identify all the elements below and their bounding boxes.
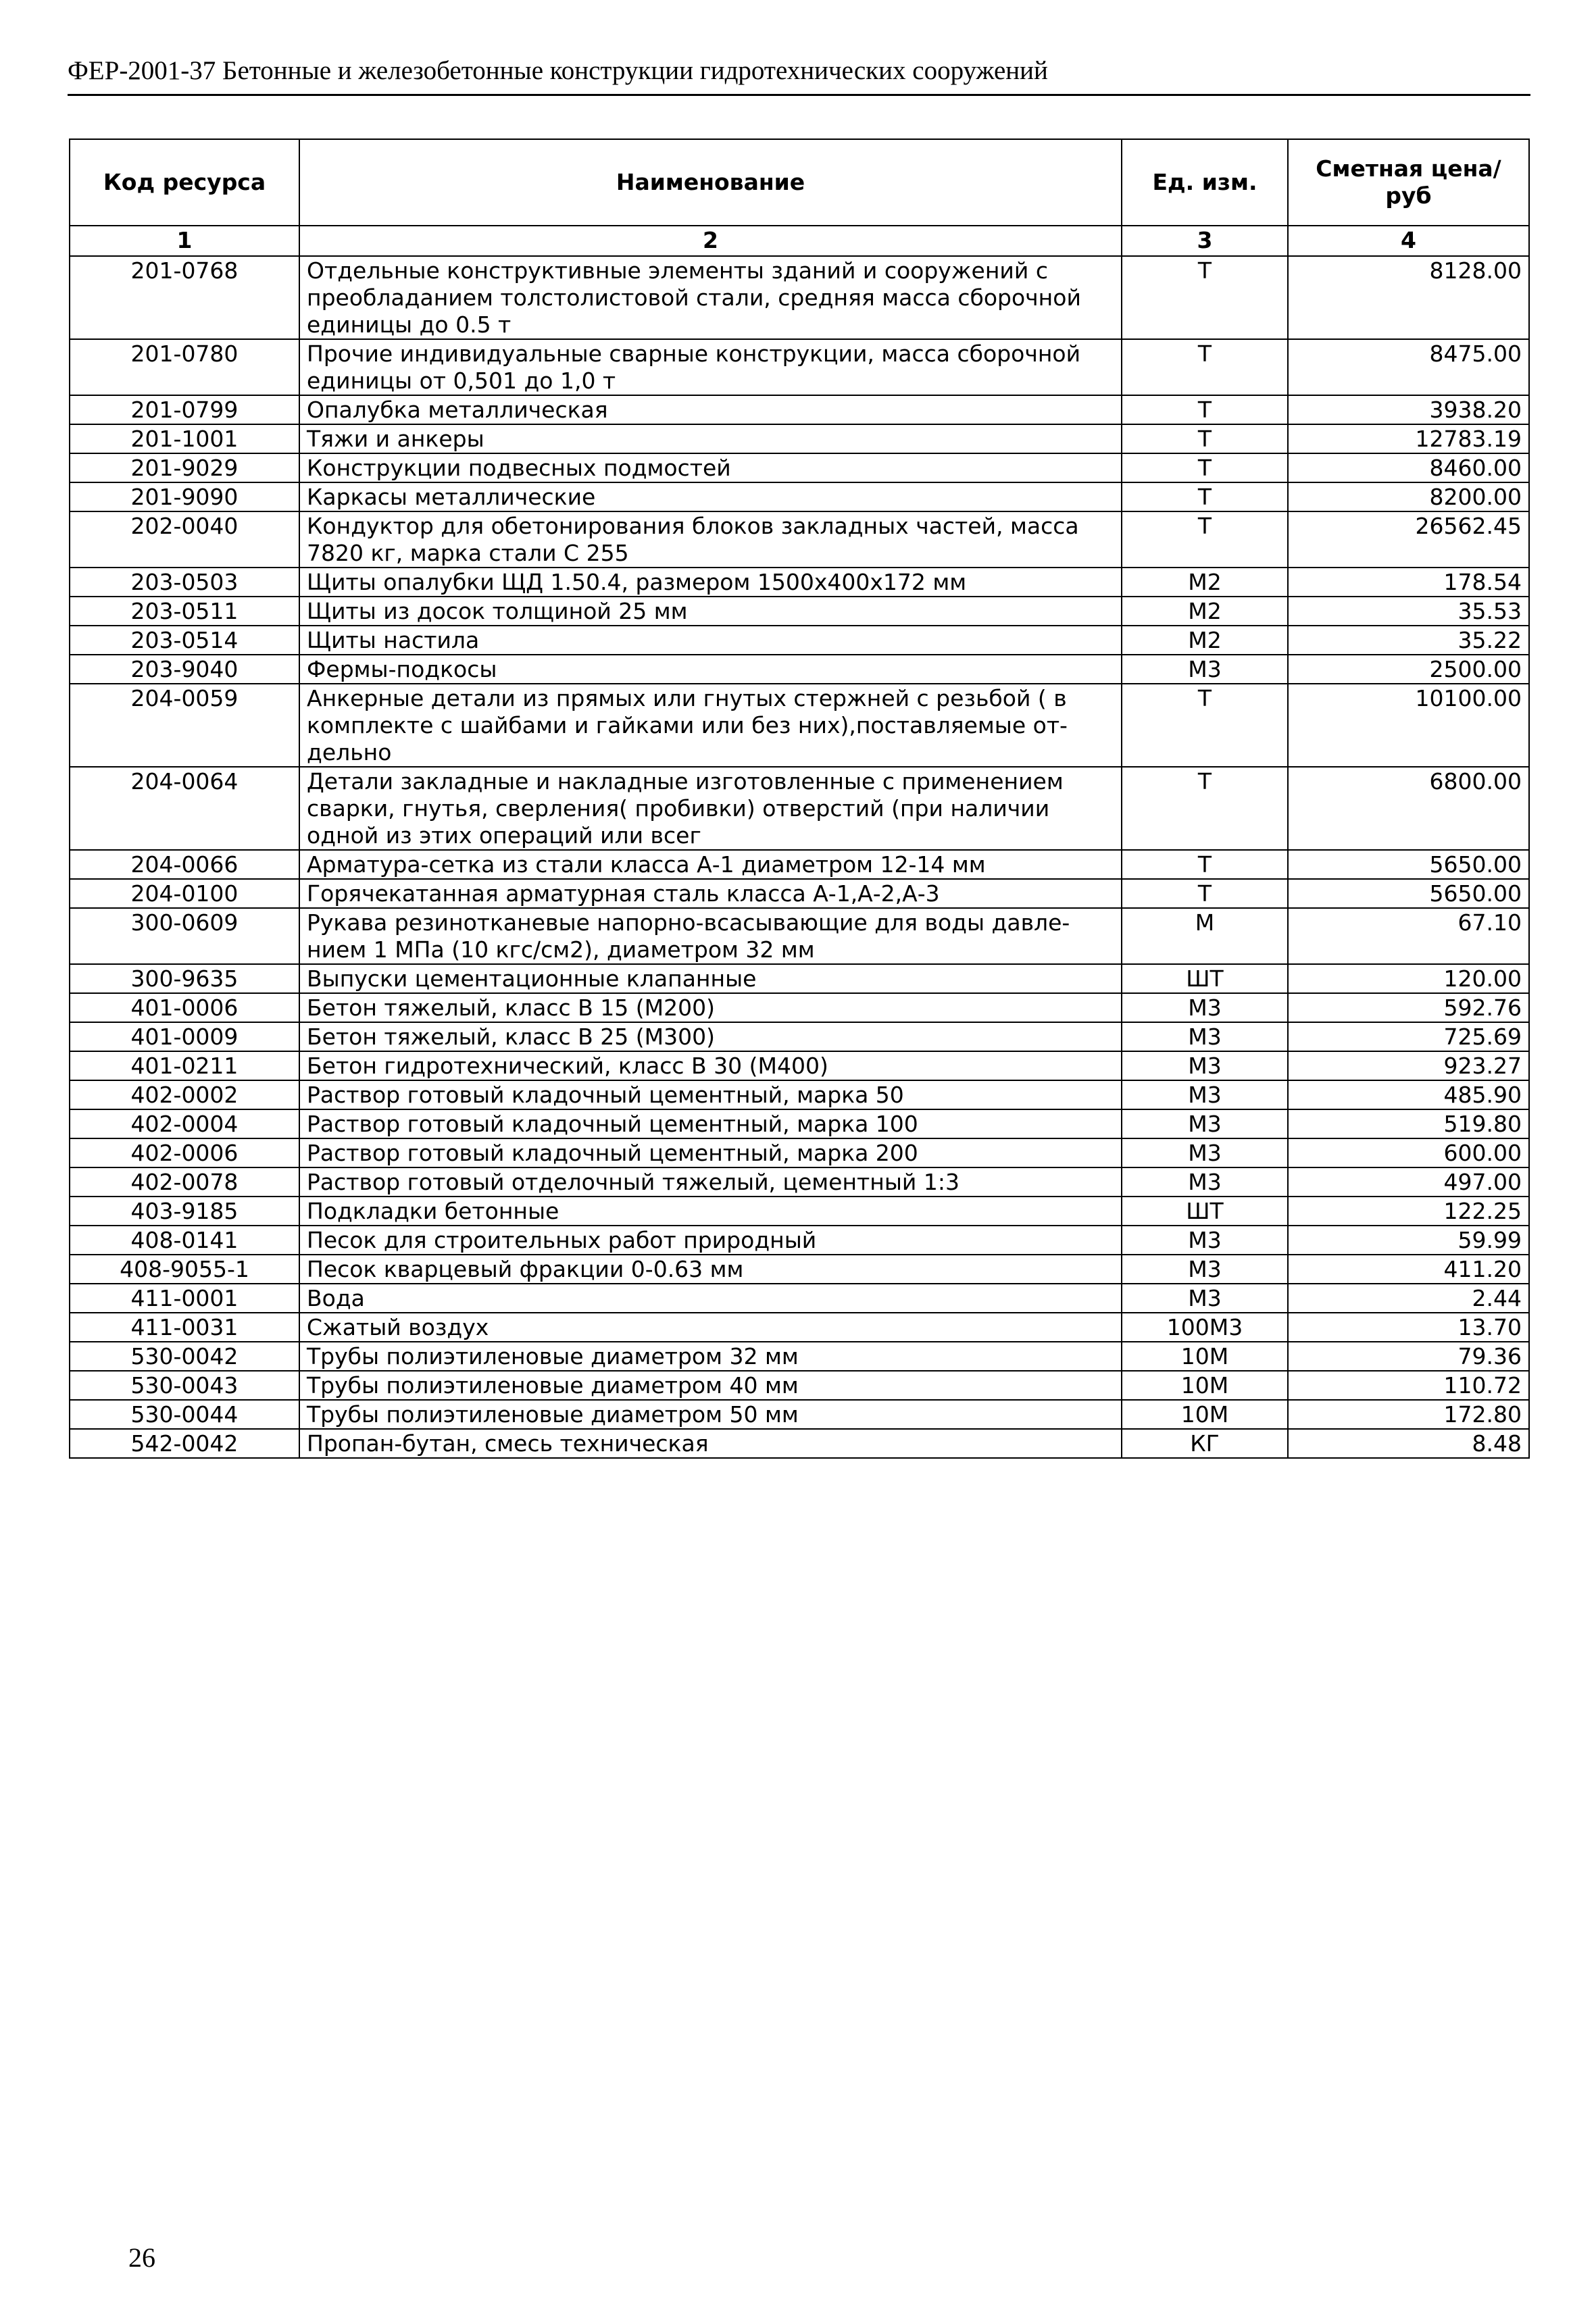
resource-name-cell: Подкладки бетонные	[299, 1197, 1122, 1226]
price-cell: 172.80	[1288, 1400, 1529, 1429]
column-number: 3	[1122, 226, 1288, 256]
resource-code-cell: 203-0503	[70, 568, 299, 597]
resource-code-cell: 408-9055-1	[70, 1255, 299, 1284]
resource-code-cell: 201-9029	[70, 453, 299, 482]
resource-code-cell: 530-0042	[70, 1342, 299, 1371]
unit-cell: М	[1122, 908, 1288, 964]
unit-cell: М3	[1122, 1051, 1288, 1080]
table-row	[70, 1080, 1529, 1109]
table-row	[70, 1226, 1529, 1255]
price-cell: 485.90	[1288, 1080, 1529, 1109]
resource-name-cell: Песок для строительных работ природный	[299, 1226, 1122, 1255]
resource-code-cell: 204-0059	[70, 684, 299, 767]
resource-name-cell: Раствор готовый отделочный тяжелый, цементный 1:3	[299, 1167, 1122, 1197]
resource-name-cell: Щиты опалубки ЩД 1.50.4, размером 1500х400х172 мм	[299, 568, 1122, 597]
unit-cell: М3	[1122, 1109, 1288, 1138]
resource-code-cell: 401-0211	[70, 1051, 299, 1080]
price-cell: 122.25	[1288, 1197, 1529, 1226]
unit-cell: Т	[1122, 684, 1288, 767]
price-cell: 8475.00	[1288, 339, 1529, 395]
price-cell: 519.80	[1288, 1109, 1529, 1138]
resource-code-cell: 530-0043	[70, 1371, 299, 1400]
unit-cell: Т	[1122, 511, 1288, 568]
resource-name-cell: Фермы-подкосы	[299, 655, 1122, 684]
resource-name-cell: Бетон тяжелый, класс В 25 (М300)	[299, 1022, 1122, 1051]
table-row	[70, 256, 1529, 339]
resource-name-cell: Раствор готовый кладочный цементный, марка 50	[299, 1080, 1122, 1109]
price-cell: 178.54	[1288, 568, 1529, 597]
table-row	[70, 767, 1529, 850]
resource-name-cell: Каркасы металлические	[299, 482, 1122, 511]
price-cell: 2500.00	[1288, 655, 1529, 684]
resource-code-cell: 408-0141	[70, 1226, 299, 1255]
resource-code-cell: 201-1001	[70, 424, 299, 453]
unit-cell: 10М	[1122, 1371, 1288, 1400]
table-row	[70, 850, 1529, 879]
resource-name-cell: Щиты из досок толщиной 25 мм	[299, 597, 1122, 626]
table-row	[70, 453, 1529, 482]
page-number: 26	[128, 2242, 155, 2273]
table-row	[70, 568, 1529, 597]
resource-price-table	[69, 139, 1530, 1459]
price-cell: 5650.00	[1288, 879, 1529, 908]
unit-cell: М3	[1122, 1167, 1288, 1197]
resource-name-cell: Трубы полиэтиленовые диаметром 32 мм	[299, 1342, 1122, 1371]
column-number: 1	[70, 226, 299, 256]
unit-cell: Т	[1122, 256, 1288, 339]
price-cell: 12783.19	[1288, 424, 1529, 453]
resource-name-cell: Песок кварцевый фракции 0-0.63 мм	[299, 1255, 1122, 1284]
resource-name-cell: Анкерные детали из прямых или гнутых стержней с резьбой ( в комплекте с шайбами и гайками или без них),поставляемые от-дельно	[299, 684, 1122, 767]
resource-name-cell: Щиты настила	[299, 626, 1122, 655]
resource-code-cell: 204-0100	[70, 879, 299, 908]
resource-name-cell: Опалубка металлическая	[299, 395, 1122, 424]
unit-cell: ШТ	[1122, 1197, 1288, 1226]
unit-cell: КГ	[1122, 1429, 1288, 1458]
unit-cell: Т	[1122, 482, 1288, 511]
resource-code-cell: 402-0078	[70, 1167, 299, 1197]
resource-name-cell: Трубы полиэтиленовые диаметром 50 мм	[299, 1400, 1122, 1429]
price-cell: 79.36	[1288, 1342, 1529, 1371]
resource-name-cell: Выпуски цементационные клапанные	[299, 964, 1122, 993]
unit-cell: Т	[1122, 395, 1288, 424]
price-cell: 8.48	[1288, 1429, 1529, 1458]
table-row	[70, 879, 1529, 908]
resource-code-cell: 411-0001	[70, 1284, 299, 1313]
table-row	[70, 1255, 1529, 1284]
price-cell: 411.20	[1288, 1255, 1529, 1284]
price-cell: 497.00	[1288, 1167, 1529, 1197]
resource-name-cell: Трубы полиэтиленовые диаметром 40 мм	[299, 1371, 1122, 1400]
table-row	[70, 1284, 1529, 1313]
unit-cell: М3	[1122, 1022, 1288, 1051]
resource-code-cell: 204-0066	[70, 850, 299, 879]
unit-cell: М3	[1122, 993, 1288, 1022]
price-cell: 35.53	[1288, 597, 1529, 626]
resource-code-cell: 300-9635	[70, 964, 299, 993]
resource-code-cell: 201-9090	[70, 482, 299, 511]
unit-cell: Т	[1122, 879, 1288, 908]
resource-name-cell: Раствор готовый кладочный цементный, марка 100	[299, 1109, 1122, 1138]
price-cell: 600.00	[1288, 1138, 1529, 1167]
table-row	[70, 655, 1529, 684]
table-row	[70, 1342, 1529, 1371]
resource-code-cell: 402-0002	[70, 1080, 299, 1109]
resource-code-cell: 203-0511	[70, 597, 299, 626]
resource-code-cell: 403-9185	[70, 1197, 299, 1226]
price-cell: 592.76	[1288, 993, 1529, 1022]
column-number-row	[70, 226, 1529, 256]
column-header-unit: Ед. изм.	[1122, 139, 1288, 226]
resource-name-cell: Отдельные конструктивные элементы зданий и сооружений с преобладанием толстолистовой стали, средняя масса сборочной единицы до 0.5 т	[299, 256, 1122, 339]
table-row	[70, 482, 1529, 511]
price-cell: 2.44	[1288, 1284, 1529, 1313]
table-row	[70, 908, 1529, 964]
price-cell: 120.00	[1288, 964, 1529, 993]
unit-cell: М3	[1122, 1255, 1288, 1284]
table-row	[70, 1109, 1529, 1138]
resource-code-cell: 201-0780	[70, 339, 299, 395]
unit-cell: 100М3	[1122, 1313, 1288, 1342]
resource-code-cell: 300-0609	[70, 908, 299, 964]
resource-name-cell: Кондуктор для обетонирования блоков закладных частей, масса 7820 кг, марка стали С 255	[299, 511, 1122, 568]
resource-name-cell: Пропан-бутан, смесь техническая	[299, 1429, 1122, 1458]
resource-code-cell: 542-0042	[70, 1429, 299, 1458]
price-cell: 8128.00	[1288, 256, 1529, 339]
table-row	[70, 1313, 1529, 1342]
unit-cell: М3	[1122, 1284, 1288, 1313]
column-header-price: Сметная цена/руб	[1288, 139, 1529, 226]
table-header-row	[70, 139, 1529, 226]
table-row	[70, 1429, 1529, 1458]
price-cell: 35.22	[1288, 626, 1529, 655]
unit-cell: М3	[1122, 1226, 1288, 1255]
price-cell: 110.72	[1288, 1371, 1529, 1400]
resource-code-cell: 401-0009	[70, 1022, 299, 1051]
table-row	[70, 395, 1529, 424]
resource-code-cell: 203-9040	[70, 655, 299, 684]
unit-cell: М2	[1122, 568, 1288, 597]
table-row	[70, 1197, 1529, 1226]
page-header-title: ФЕР-2001-37 Бетонные и железобетонные конструкции гидротехнических сооружений	[68, 56, 1048, 85]
unit-cell: М3	[1122, 1138, 1288, 1167]
price-cell: 59.99	[1288, 1226, 1529, 1255]
price-cell: 8200.00	[1288, 482, 1529, 511]
resource-name-cell: Сжатый воздух	[299, 1313, 1122, 1342]
table-body	[70, 256, 1529, 1458]
resource-name-cell: Прочие индивидуальные сварные конструкции, масса сборочной единицы от 0,501 до 1,0 т	[299, 339, 1122, 395]
unit-cell: Т	[1122, 767, 1288, 850]
table-header	[70, 139, 1529, 256]
table-row	[70, 684, 1529, 767]
table-row	[70, 1400, 1529, 1429]
table-row	[70, 1371, 1529, 1400]
unit-cell: М2	[1122, 597, 1288, 626]
resource-code-cell: 402-0006	[70, 1138, 299, 1167]
price-cell: 67.10	[1288, 908, 1529, 964]
table-row	[70, 993, 1529, 1022]
resource-name-cell: Тяжи и анкеры	[299, 424, 1122, 453]
unit-cell: М3	[1122, 655, 1288, 684]
price-cell: 26562.45	[1288, 511, 1529, 568]
unit-cell: Т	[1122, 850, 1288, 879]
unit-cell: Т	[1122, 339, 1288, 395]
price-cell: 923.27	[1288, 1051, 1529, 1080]
resource-code-cell: 201-0768	[70, 256, 299, 339]
resource-code-cell: 203-0514	[70, 626, 299, 655]
resource-code-cell: 411-0031	[70, 1313, 299, 1342]
column-header-code: Код ресурса	[70, 139, 299, 226]
resource-code-cell: 202-0040	[70, 511, 299, 568]
resource-name-cell: Бетон тяжелый, класс В 15 (М200)	[299, 993, 1122, 1022]
unit-cell: Т	[1122, 453, 1288, 482]
resource-name-cell: Детали закладные и накладные изготовленные с применением сварки, гнутья, сверления( пробивки) отверстий (при наличии одной из этих операций или всег	[299, 767, 1122, 850]
price-cell: 5650.00	[1288, 850, 1529, 879]
price-cell: 13.70	[1288, 1313, 1529, 1342]
column-number: 2	[299, 226, 1122, 256]
table-row	[70, 1051, 1529, 1080]
unit-cell: ШТ	[1122, 964, 1288, 993]
price-cell: 3938.20	[1288, 395, 1529, 424]
table-row	[70, 339, 1529, 395]
resource-code-cell: 204-0064	[70, 767, 299, 850]
table-row	[70, 1167, 1529, 1197]
unit-cell: М3	[1122, 1080, 1288, 1109]
column-number: 4	[1288, 226, 1529, 256]
table-row	[70, 964, 1529, 993]
price-cell: 725.69	[1288, 1022, 1529, 1051]
resource-code-cell: 402-0004	[70, 1109, 299, 1138]
resource-name-cell: Горячекатанная арматурная сталь класса А-1,А-2,А-3	[299, 879, 1122, 908]
resource-name-cell: Бетон гидротехнический, класс В 30 (М400)	[299, 1051, 1122, 1080]
resource-name-cell: Вода	[299, 1284, 1122, 1313]
column-header-name: Наименование	[299, 139, 1122, 226]
resource-name-cell: Раствор готовый кладочный цементный, марка 200	[299, 1138, 1122, 1167]
header-rule	[68, 94, 1530, 96]
resource-code-cell: 201-0799	[70, 395, 299, 424]
unit-cell: Т	[1122, 424, 1288, 453]
table-row	[70, 597, 1529, 626]
unit-cell: 10М	[1122, 1342, 1288, 1371]
unit-cell: 10М	[1122, 1400, 1288, 1429]
resource-code-cell: 401-0006	[70, 993, 299, 1022]
unit-cell: М2	[1122, 626, 1288, 655]
table-row	[70, 1022, 1529, 1051]
resource-name-cell: Арматура-сетка из стали класса А-1 диаметром 12-14 мм	[299, 850, 1122, 879]
price-cell: 8460.00	[1288, 453, 1529, 482]
price-cell: 6800.00	[1288, 767, 1529, 850]
table-row	[70, 511, 1529, 568]
table-row	[70, 424, 1529, 453]
table-row	[70, 1138, 1529, 1167]
resource-name-cell: Конструкции подвесных подмостей	[299, 453, 1122, 482]
price-cell: 10100.00	[1288, 684, 1529, 767]
resource-name-cell: Рукава резинотканевые напорно-всасывающие для воды давле-нием 1 МПа (10 кгс/см2), диаметром 32 мм	[299, 908, 1122, 964]
table-row	[70, 626, 1529, 655]
resource-code-cell: 530-0044	[70, 1400, 299, 1429]
